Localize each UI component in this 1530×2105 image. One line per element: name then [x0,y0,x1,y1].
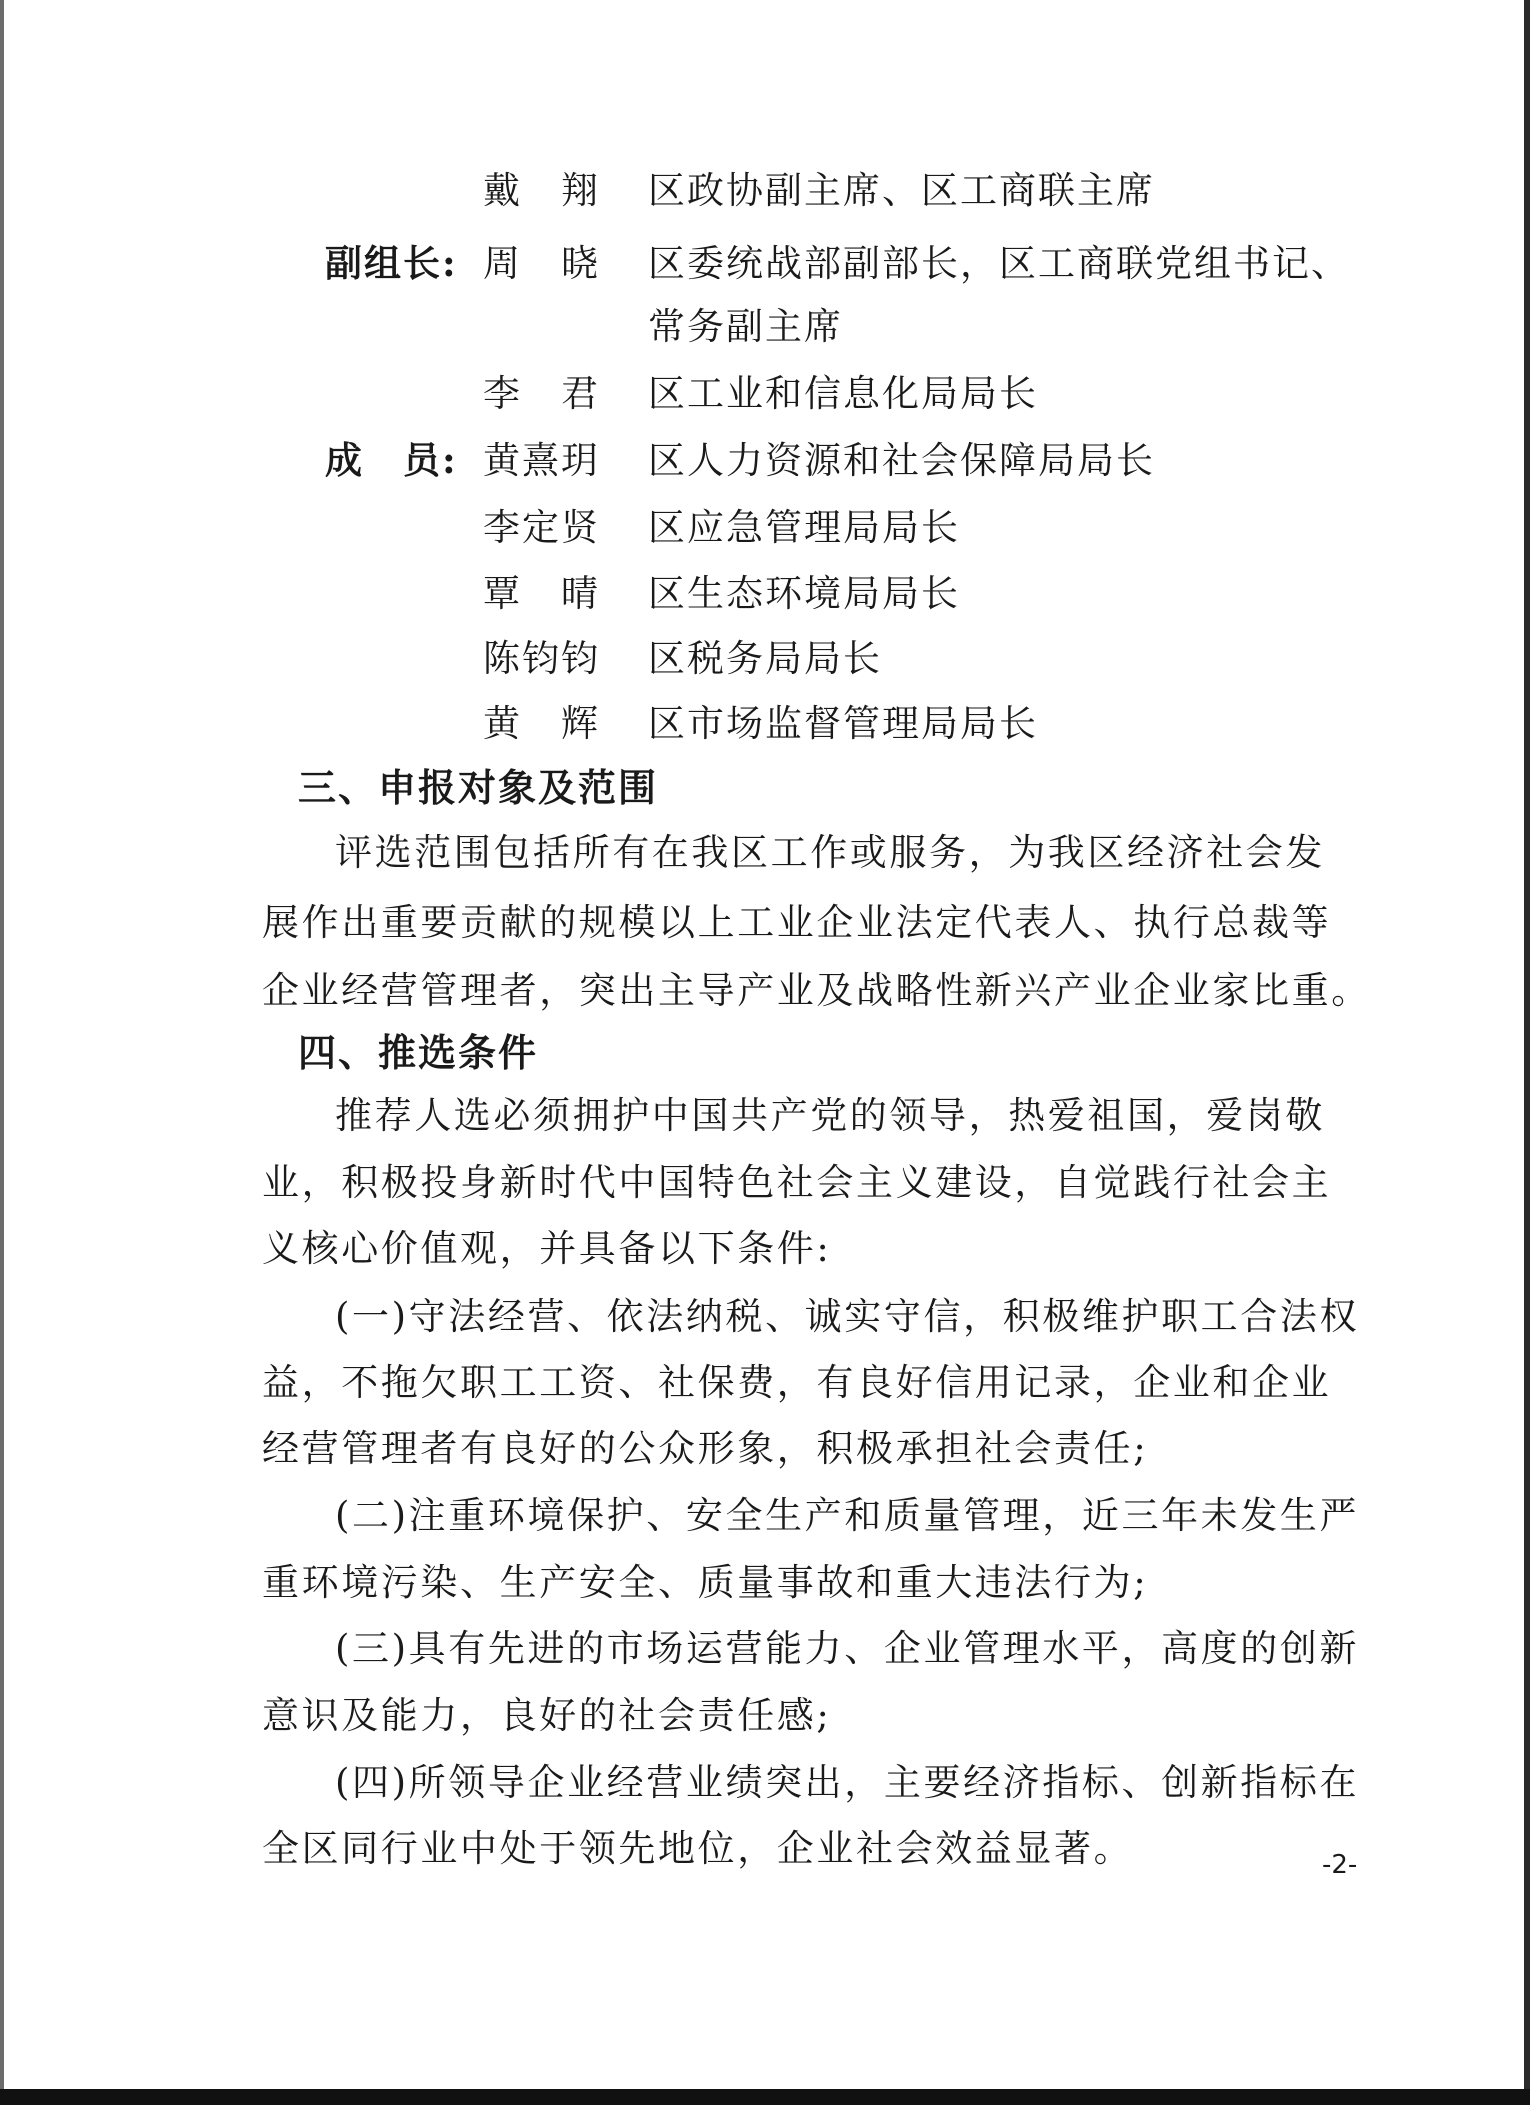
member-title: 区税务局局长 [648,637,882,680]
section-heading: 四、推选条件 [298,1031,539,1075]
paragraph-line: (四)所领导企业经营业绩突出，主要经济指标、创新指标在 [335,1761,1360,1804]
paragraph-line: 益，不拖欠职工工资、社保费，有良好信用记录，企业和企业 [262,1361,1332,1404]
scan-edge-right [1524,0,1530,2105]
paragraph-line: 推荐人选必须拥护中国共产党的领导，热爱祖国，爱岗敬 [335,1094,1325,1137]
member-title: 区工业和信息化局局长 [648,372,1038,415]
member-name: 周 晓 [483,242,600,285]
member-name: 陈钧钧 [483,637,600,680]
member-name: 黄熹玥 [483,439,600,482]
member-name: 李定贤 [483,506,600,549]
paragraph-line: 全区同行业中处于领先地位，企业社会效益显著。 [262,1827,1134,1870]
member-title: 区政协副主席、区工商联主席 [648,169,1155,212]
paragraph-line: 义核心价值观，并具备以下条件: [262,1227,832,1270]
member-name: 黄 辉 [483,702,600,745]
member-title: 区应急管理局局长 [648,506,960,549]
member-title: 区人力资源和社会保障局局长 [648,439,1155,482]
member-title: 区市场监督管理局局长 [648,702,1038,745]
paragraph-line: 企业经营管理者，突出主导产业及战略性新兴产业企业家比重。 [262,969,1371,1012]
paragraph-line: (一)守法经营、依法纳税、诚实守信，积极维护职工合法权 [335,1295,1360,1338]
paragraph-line: 展作出重要贡献的规模以上工业企业法定代表人、执行总裁等 [262,901,1332,944]
section-heading: 三、申报对象及范围 [298,766,659,810]
paragraph-line: 重环境污染、生产安全、质量事故和重大违法行为; [262,1561,1149,1604]
member-name: 戴 翔 [483,169,600,212]
role-label: 副组长: [325,241,458,285]
paragraph-line: 经营管理者有良好的公众形象，积极承担社会责任; [262,1427,1149,1470]
member-title: 常务副主席 [648,305,843,348]
member-name: 李 君 [483,372,600,415]
member-name: 覃 晴 [483,572,600,615]
member-title: 区生态环境局局长 [648,572,960,615]
member-title: 区委统战部副部长，区工商联党组书记、 [648,242,1350,285]
paragraph-line: 业，积极投身新时代中国特色社会主义建设，自觉践行社会主 [262,1161,1332,1204]
paragraph-line: 评选范围包括所有在我区工作或服务，为我区经济社会发 [335,831,1325,874]
role-label: 成 员: [325,438,458,482]
scan-edge-bottom [0,2089,1530,2105]
scan-edge-left [0,0,4,2105]
paragraph-line: (三)具有先进的市场运营能力、企业管理水平，高度的创新 [335,1627,1360,1670]
paragraph-line: (二)注重环境保护、安全生产和质量管理，近三年未发生严 [335,1494,1360,1537]
page-number: -2- [1322,1850,1358,1880]
paragraph-line: 意识及能力，良好的社会责任感; [262,1694,832,1737]
